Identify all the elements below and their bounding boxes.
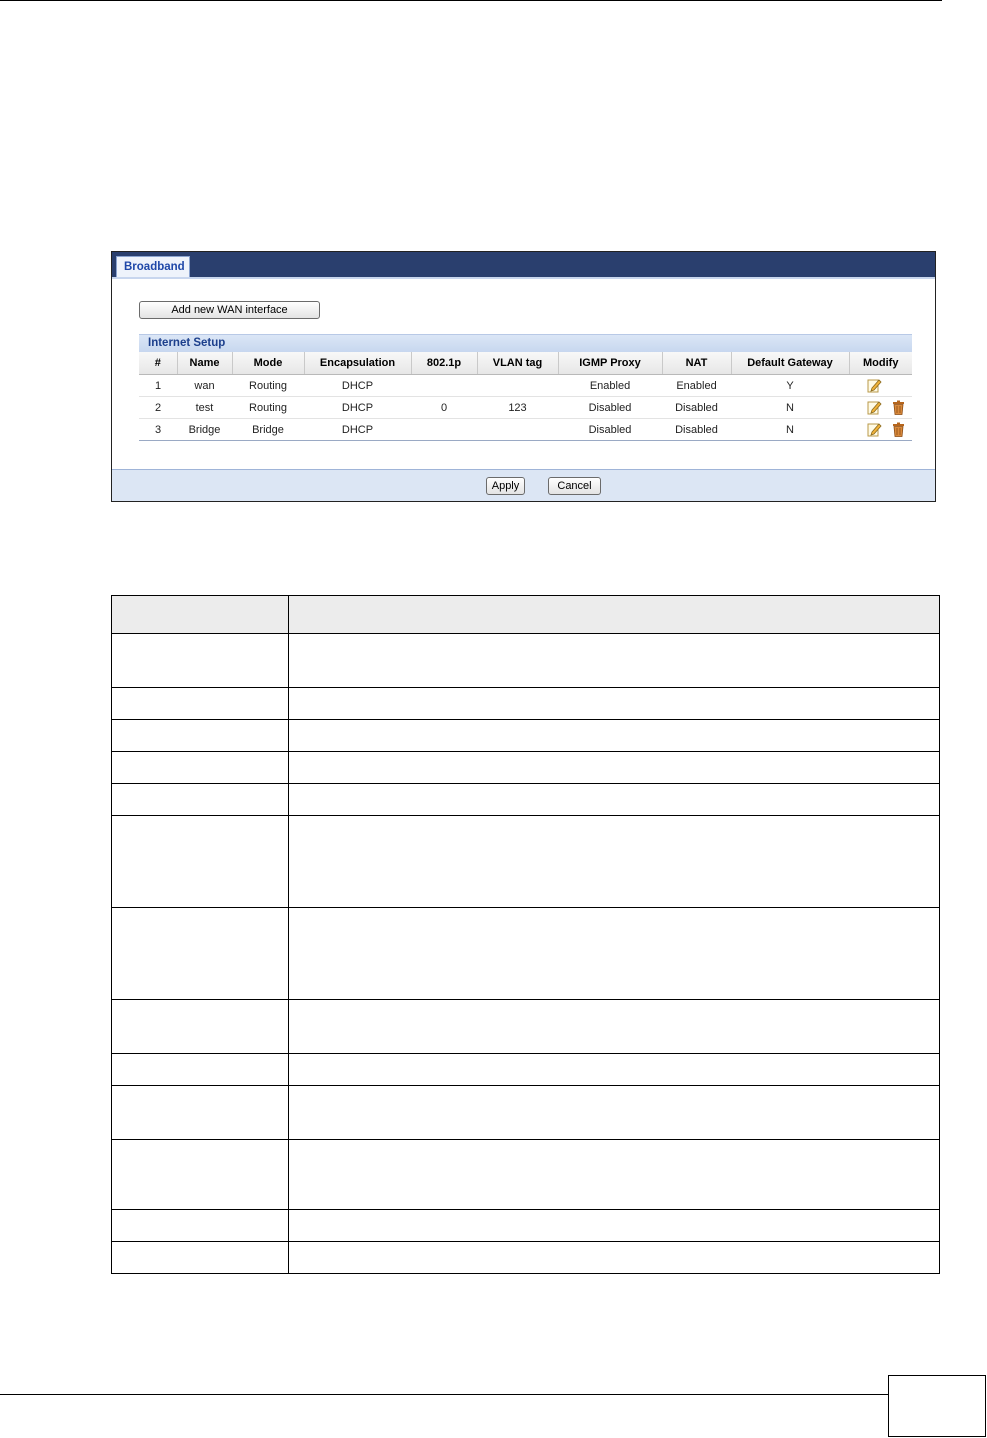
footer-rule [0,1394,888,1395]
wan-interface-table [139,352,912,441]
add-wan-interface-button[interactable]: Add new WAN interface [139,301,320,319]
table-row [139,419,912,441]
tab-broadband[interactable]: Broadband [116,256,190,277]
row-vlan-tag [477,419,558,441]
internet-setup-section [139,334,912,476]
delete-icon[interactable] [891,400,906,415]
column-header: VLAN tag [477,352,558,375]
edit-icon[interactable] [867,378,882,393]
table-row [112,816,940,908]
row-number: 2 [139,397,177,419]
column-header: Modify [849,352,912,375]
row-encapsulation: DHCP [304,419,411,441]
content-area [112,277,935,469]
column-header: Mode [232,352,304,375]
table-row [112,688,940,720]
column-header: 802.1p [411,352,477,375]
table-row [112,1210,940,1242]
cancel-button[interactable]: Cancel [548,477,601,495]
table-row [112,720,940,752]
row-nat: Disabled [662,397,731,419]
row-mode: Bridge [232,419,304,441]
section-title: Internet Setup [139,334,912,352]
row-igmp-proxy: Enabled [558,375,662,397]
row-default-gateway: N [731,419,849,441]
delete-icon[interactable] [891,422,906,437]
row-modify [849,397,912,419]
row-nat: Enabled [662,375,731,397]
row-encapsulation: DHCP [304,397,411,419]
row-8021p [411,419,477,441]
column-header: Default Gateway [731,352,849,375]
table-row [139,397,912,419]
table-row [112,1140,940,1210]
row-8021p [411,375,477,397]
column-header: Name [177,352,232,375]
row-8021p: 0 [411,397,477,419]
row-encapsulation: DHCP [304,375,411,397]
row-name: Bridge [177,419,232,441]
edit-icon[interactable] [867,400,882,415]
row-nat: Disabled [662,419,731,441]
row-default-gateway: Y [731,375,849,397]
row-number: 3 [139,419,177,441]
row-mode: Routing [232,375,304,397]
table-row [112,1242,940,1274]
field-description-table [111,595,940,1274]
table-row [112,752,940,784]
edit-icon[interactable] [867,422,882,437]
table-row [112,784,940,816]
column-header: Encapsulation [304,352,411,375]
button-footer [112,469,935,501]
row-vlan-tag [477,375,558,397]
header-rule [0,0,942,1]
row-name: wan [177,375,232,397]
row-number: 1 [139,375,177,397]
row-default-gateway: N [731,397,849,419]
table-row [112,1000,940,1054]
table-row [112,596,940,634]
row-igmp-proxy: Disabled [558,419,662,441]
table-row [112,634,940,688]
row-vlan-tag: 123 [477,397,558,419]
row-modify [849,375,912,397]
table-row [112,1086,940,1140]
table-row [112,908,940,1000]
row-mode: Routing [232,397,304,419]
row-modify [849,419,912,441]
column-header: # [139,352,177,375]
row-igmp-proxy: Disabled [558,397,662,419]
apply-button[interactable]: Apply [486,477,525,495]
column-header: IGMP Proxy [558,352,662,375]
page-number-box [888,1375,986,1437]
broadband-screenshot [111,251,936,502]
row-name: test [177,397,232,419]
column-header: NAT [662,352,731,375]
table-row [139,375,912,397]
table-header-row [139,352,912,375]
tab-bar [112,252,935,277]
table-row [112,1054,940,1086]
